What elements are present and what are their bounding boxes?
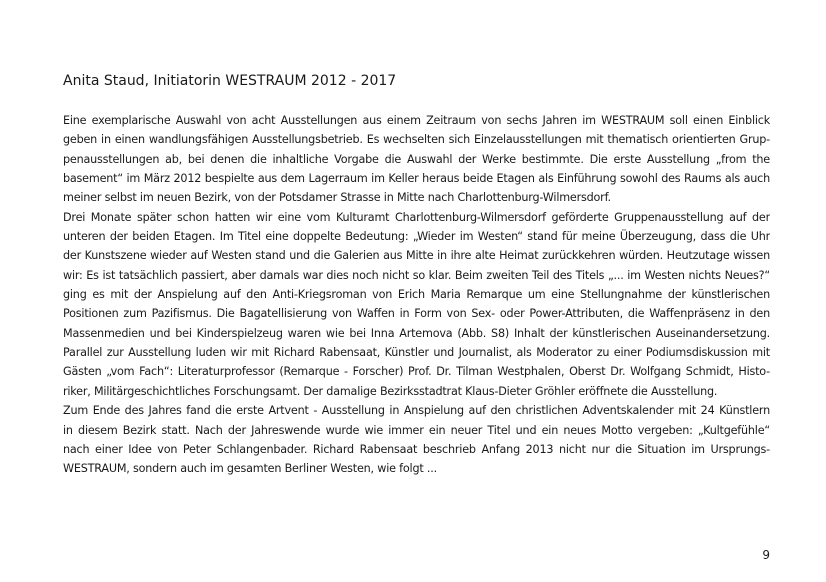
text-line: in diesem Bezirk statt. Nach der Jahreswende wurde wie immer ein neuer Titel und ein neues Motto vergeben: „Kultgefühle“ bbox=[63, 423, 770, 437]
text-line: basement“ im März 2012 bespielte aus dem Lagerraum im Keller heraus beide Etagen als Einführung sowohl des Raums als auch bbox=[63, 172, 770, 186]
text-line: Zum Ende des Jahres fand die erste Artvent - Ausstellung in Anspielung auf den christlichen Adventskalender mit 24 Künstlern bbox=[63, 404, 770, 418]
page-heading: Anita Staud, Initiatorin WESTRAUM 2012 - 2017 bbox=[63, 73, 397, 89]
text-line: Massenmedien und bei Kinderspielzeug waren wie bei Inna Artemova (Abb. S8) Inhalt der künstlerischen Auseinandersetzung. bbox=[63, 326, 770, 340]
text-line: penausstellungen ab, bei denen die inhaltliche Vorgabe die Auswahl der Werke bestimmte. Die erste Ausstellung „from the bbox=[63, 152, 770, 166]
text-line: ging es mit der Anspielung auf den Anti-Kriegsroman von Erich Maria Remarque um eine Stellungnahme der künstlerischen bbox=[63, 288, 770, 302]
text-line: unteren der beiden Etagen. Im Titel eine doppelte Bedeutung: „Wieder im Westen“ stand für meine Überzeugung, dass die Uhr bbox=[63, 230, 770, 244]
text-line: wir: Es ist tatsächlich passiert, aber damals war dies noch nicht so klar. Beim zweiten Teil des Titels „... im Westen nichts Neues?“ bbox=[63, 268, 770, 282]
page-number: 9 bbox=[762, 548, 770, 562]
text-line: Positionen zum Pazifismus. Die Bagatellisierung von Waffen in Form von Sex- oder Power-Attributen, die Waffenpräsenz in den bbox=[63, 307, 770, 321]
text-line: Drei Monate später schon hatten wir eine vom Kulturamt Charlottenburg-Wilmersdorf geförderte Gruppenausstellung auf der bbox=[63, 210, 770, 224]
text-line: Eine exemplarische Auswahl von acht Ausstellungen aus einem Zeitraum von sechs Jahren im WESTRAUM soll einen Einblick bbox=[63, 114, 770, 127]
text-line: Gästen „vom Fach“: Literaturprofessor (Remarque - Forscher) Prof. Dr. Tilman Westphalen, Oberst Dr. Wolfgang Schmidt, Histo- bbox=[63, 365, 770, 379]
text-line: geben in einen wandlungsfähigen Ausstellungsbetrieb. Es wechselten sich Einzelausstellungen mit thematisch orientierten Grup- bbox=[63, 133, 770, 147]
text-line: Parallel zur Ausstellung luden wir mit Richard Rabensaat, Künstler und Journalist, als Moderator zu einer Podiumsdiskussion mit bbox=[63, 346, 770, 360]
text-line: riker, Militärgeschichtliches Forschungsamt. Der damalige Bezirksstadtrat Klaus-Dieter Gröhler eröffnete die Ausstellung. bbox=[63, 384, 718, 398]
body-text bbox=[63, 111, 770, 479]
text-line: WESTRAUM, sondern auch im gesamten Berliner Westen, wie folgt ... bbox=[63, 462, 437, 476]
text-line: nach einer Idee von Peter Schlangenbader. Richard Rabensaat beschrieb Anfang 2013 nicht nur die Situation im Ursprungs- bbox=[63, 442, 770, 456]
text-line: meiner selbst im neuen Bezirk, von der Potsdamer Strasse in Mitte nach Charlottenburg-Wilmersdorf. bbox=[63, 191, 611, 205]
text-line: der Kunstszene wieder auf Westen stand und die Galerien aus Mitte in ihre alte Heimat zurückkehren würden. Heutzutage wissen bbox=[63, 249, 770, 263]
